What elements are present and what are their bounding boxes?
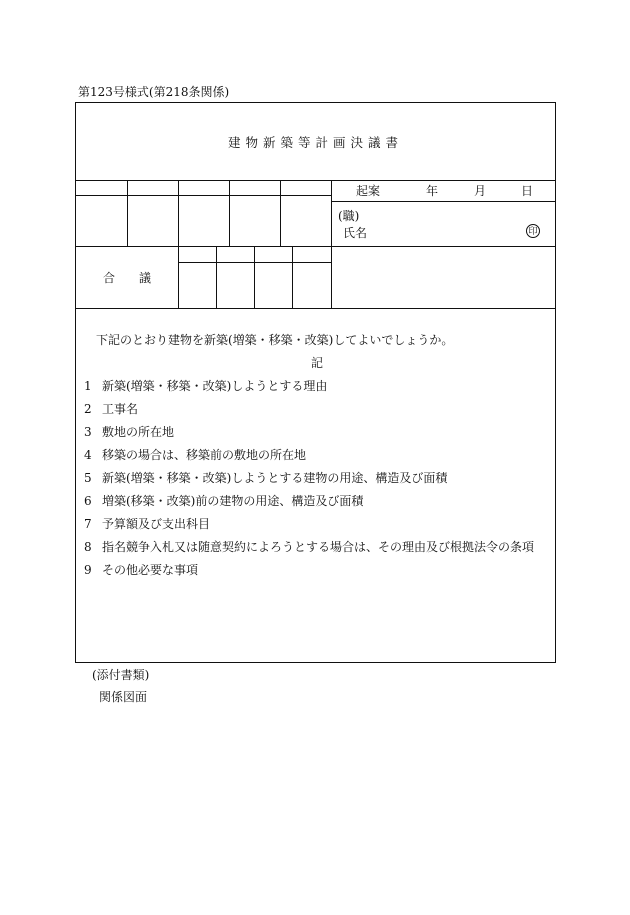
intro-text: 下記のとおり建物を新築(増築・移築・改築)してよいでしょうか。 [96, 333, 454, 347]
item-text: 移築の場合は、移築前の敷地の所在地 [102, 448, 307, 462]
item-text: 指名競争入札又は随意契約によろうとする場合は、その理由及び根拠法令の条項 [102, 540, 535, 554]
item-number: 4 [84, 448, 92, 462]
name-label: 氏名 [343, 226, 368, 240]
item-text: 増築(移築・改築)前の建物の用途、構造及び面積 [102, 494, 364, 508]
item-text: 新築(増築・移築・改築)しようとする理由 [102, 379, 328, 393]
year-label: 年 [426, 184, 439, 198]
item-number: 3 [84, 425, 92, 439]
seal-mark: 印 [526, 224, 540, 238]
item-text: 予算額及び支出科目 [102, 517, 211, 531]
ki-heading: 記 [311, 356, 324, 370]
drafted-label: 起案 [356, 184, 381, 198]
item-text: 敷地の所在地 [102, 425, 175, 439]
item-number: 8 [84, 540, 92, 554]
position-label: (職) [338, 209, 360, 223]
item-text: その他必要な事項 [102, 563, 199, 577]
item-text: 工事名 [102, 402, 139, 416]
item-number: 9 [84, 563, 92, 577]
form-number: 第123号様式(第218条関係) [78, 85, 230, 99]
month-label: 月 [474, 184, 487, 198]
item-number: 5 [84, 471, 92, 485]
document-title: 建物新築等計画決議書 [227, 135, 403, 150]
council-label: 合 議 [103, 271, 152, 285]
day-label: 日 [521, 184, 534, 198]
item-number: 6 [84, 494, 92, 508]
item-text: 新築(増築・移築・改築)しようとする建物の用途、構造及び面積 [102, 471, 448, 485]
item-number: 1 [84, 379, 92, 393]
attachments-value: 関係図面 [99, 690, 148, 704]
item-number: 7 [84, 517, 92, 531]
attachments-label: (添付書類) [92, 668, 150, 682]
item-number: 2 [84, 402, 92, 416]
